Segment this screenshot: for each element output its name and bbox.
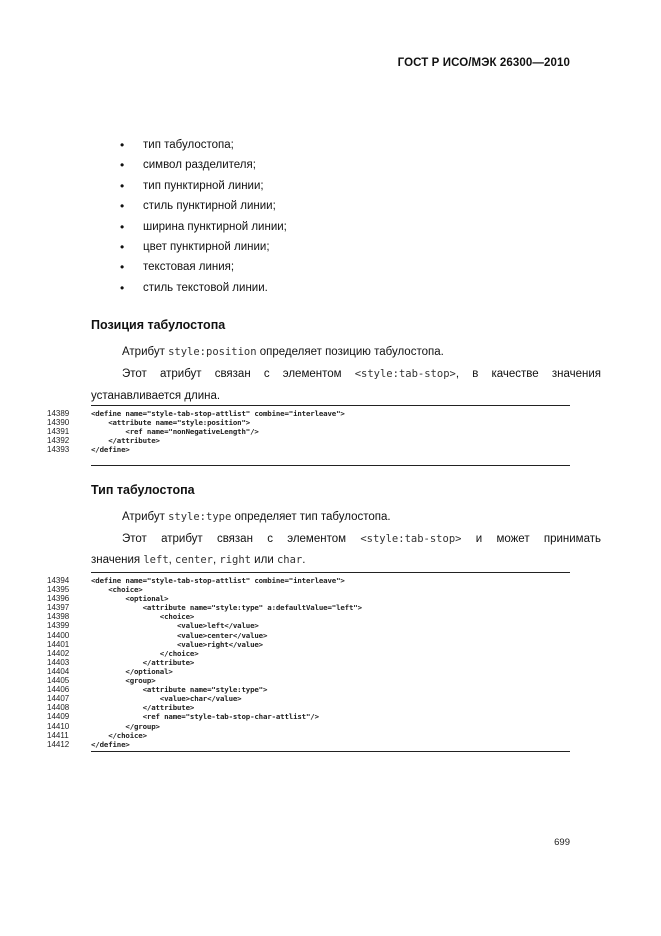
line-number: 14407 bbox=[47, 694, 70, 704]
code-text: </attribute> bbox=[91, 436, 160, 446]
code-block-bottom-rule bbox=[91, 465, 570, 466]
code-line bbox=[47, 445, 577, 454]
code-block-top-rule bbox=[91, 572, 570, 573]
code-inline: left bbox=[143, 554, 169, 566]
code-line bbox=[47, 703, 577, 712]
line-number: 14399 bbox=[47, 621, 70, 631]
page-number: 699 bbox=[554, 837, 570, 848]
line-number: 14412 bbox=[47, 739, 70, 749]
code-text: <attribute name="style:position"> bbox=[91, 418, 251, 428]
code-text: <optional> bbox=[91, 594, 169, 604]
bullet-item: • тип табулостопа; bbox=[118, 138, 287, 158]
text: Этот атрибут связан с элементом bbox=[122, 533, 361, 545]
document-header: ГОСТ Р ИСО/МЭК 26300—2010 bbox=[397, 57, 570, 69]
code-text: <choice> bbox=[91, 612, 195, 622]
code-text: </define> bbox=[91, 445, 130, 455]
text: определяет позицию табулостопа. bbox=[256, 346, 444, 358]
code-text: <define name="style-tab-stop-attlist" combine="interleave"> bbox=[91, 409, 345, 418]
line-number: 14403 bbox=[47, 657, 70, 667]
paragraph-position-link bbox=[91, 367, 601, 381]
code-inline: style:type bbox=[168, 511, 232, 523]
code-text: </attribute> bbox=[91, 703, 195, 713]
line-number: 14397 bbox=[47, 603, 70, 613]
code-line bbox=[47, 722, 577, 731]
paragraph-type-attr bbox=[91, 510, 601, 524]
section-heading-tab-type: Тип табулостопа bbox=[91, 483, 195, 497]
paragraph-position-attr bbox=[91, 345, 601, 359]
line-number: 14408 bbox=[47, 703, 70, 713]
section-heading-tab-position: Позиция табулостопа bbox=[91, 318, 226, 332]
line-number: 14392 bbox=[47, 436, 70, 446]
code-line bbox=[47, 740, 577, 749]
line-number: 14406 bbox=[47, 685, 70, 695]
code-line bbox=[47, 658, 577, 667]
text: Атрибут bbox=[122, 511, 169, 523]
code-text: <choice> bbox=[91, 585, 143, 595]
code-text: </define> bbox=[91, 739, 130, 749]
code-inline: <style:tab-stop> bbox=[354, 368, 456, 380]
line-number: 14404 bbox=[47, 666, 70, 676]
code-line bbox=[47, 409, 577, 418]
code-line bbox=[47, 603, 577, 612]
line-number: 14409 bbox=[47, 712, 70, 722]
text: значения bbox=[91, 554, 144, 566]
text: и может принимать bbox=[461, 533, 601, 545]
code-block-bottom-rule bbox=[91, 751, 570, 752]
code-text: <value>center</value> bbox=[91, 630, 268, 640]
attribute-bullet-list bbox=[118, 138, 287, 301]
code-text: </group> bbox=[91, 721, 160, 731]
code-line bbox=[47, 640, 577, 649]
line-number: 14410 bbox=[47, 721, 70, 731]
code-text: <define name="style-tab-stop-attlist" combine="interleave"> bbox=[91, 576, 345, 585]
code-line bbox=[47, 585, 577, 594]
code-text: <attribute name="style:type" a:defaultValue="left"> bbox=[91, 603, 362, 613]
line-number: 14389 bbox=[47, 409, 70, 418]
code-text: <ref name="nonNegativeLength"/> bbox=[91, 427, 259, 437]
text: Атрибут bbox=[122, 346, 169, 358]
text: , в качестве значения bbox=[455, 368, 601, 380]
bullet-item: • символ разделителя; bbox=[118, 158, 287, 178]
line-number: 14390 bbox=[47, 418, 70, 428]
code-block-top-rule bbox=[91, 405, 570, 406]
code-text: </choice> bbox=[91, 648, 199, 658]
code-inline: center bbox=[175, 554, 213, 566]
code-line bbox=[47, 594, 577, 603]
code-block-position bbox=[47, 409, 577, 454]
text: . bbox=[302, 554, 306, 566]
code-line bbox=[47, 694, 577, 703]
code-text: </attribute> bbox=[91, 657, 195, 667]
code-line bbox=[47, 612, 577, 621]
code-text: <group> bbox=[91, 676, 156, 686]
code-line bbox=[47, 576, 577, 585]
code-text: <ref name="style-tab-stop-char-attlist"/> bbox=[91, 712, 319, 722]
line-number: 14405 bbox=[47, 676, 70, 686]
code-text: <value>right</value> bbox=[91, 639, 263, 649]
code-line bbox=[47, 676, 577, 685]
bullet-item: • текстовая линия; bbox=[118, 260, 287, 280]
code-line bbox=[47, 621, 577, 630]
line-number: 14394 bbox=[47, 576, 70, 585]
text: , bbox=[212, 554, 220, 566]
code-text: <attribute name="style:type"> bbox=[91, 685, 268, 695]
code-text: <value>char</value> bbox=[91, 694, 242, 704]
line-number: 14401 bbox=[47, 639, 70, 649]
bullet-item: • ширина пунктирной линии; bbox=[118, 220, 287, 240]
text: или bbox=[250, 554, 277, 566]
code-block-type bbox=[47, 576, 577, 749]
code-line bbox=[47, 712, 577, 721]
text: , bbox=[168, 554, 176, 566]
code-text: </choice> bbox=[91, 730, 147, 740]
paragraph-position-length: устанавливается длина. bbox=[91, 390, 221, 402]
code-line bbox=[47, 685, 577, 694]
line-number: 14396 bbox=[47, 594, 70, 604]
bullet-item: • стиль текстовой линии. bbox=[118, 281, 287, 301]
line-number: 14391 bbox=[47, 427, 70, 437]
bullet-item: • тип пунктирной линии; bbox=[118, 179, 287, 199]
code-line bbox=[47, 731, 577, 740]
line-number: 14402 bbox=[47, 648, 70, 658]
line-number: 14398 bbox=[47, 612, 70, 622]
text: определяет тип табулостопа. bbox=[231, 511, 391, 523]
code-inline: right bbox=[219, 554, 251, 566]
code-text: </optional> bbox=[91, 666, 173, 676]
code-line bbox=[47, 436, 577, 445]
code-text: <value>left</value> bbox=[91, 621, 259, 631]
code-inline: <style:tab-stop> bbox=[360, 533, 462, 545]
code-line bbox=[47, 418, 577, 427]
line-number: 14395 bbox=[47, 585, 70, 595]
bullet-item: • стиль пунктирной линии; bbox=[118, 199, 287, 219]
code-inline: char bbox=[276, 554, 303, 566]
paragraph-type-values bbox=[91, 553, 570, 567]
code-line bbox=[47, 667, 577, 676]
text: Этот атрибут связан с элементом bbox=[122, 368, 355, 380]
line-number: 14411 bbox=[47, 730, 69, 740]
bullet-item: • цвет пунктирной линии; bbox=[118, 240, 287, 260]
code-line bbox=[47, 427, 577, 436]
code-line bbox=[47, 631, 577, 640]
line-number: 14400 bbox=[47, 630, 70, 640]
code-inline: style:position bbox=[168, 346, 257, 358]
code-line bbox=[47, 649, 577, 658]
paragraph-type-link bbox=[91, 532, 601, 546]
line-number: 14393 bbox=[47, 445, 70, 455]
